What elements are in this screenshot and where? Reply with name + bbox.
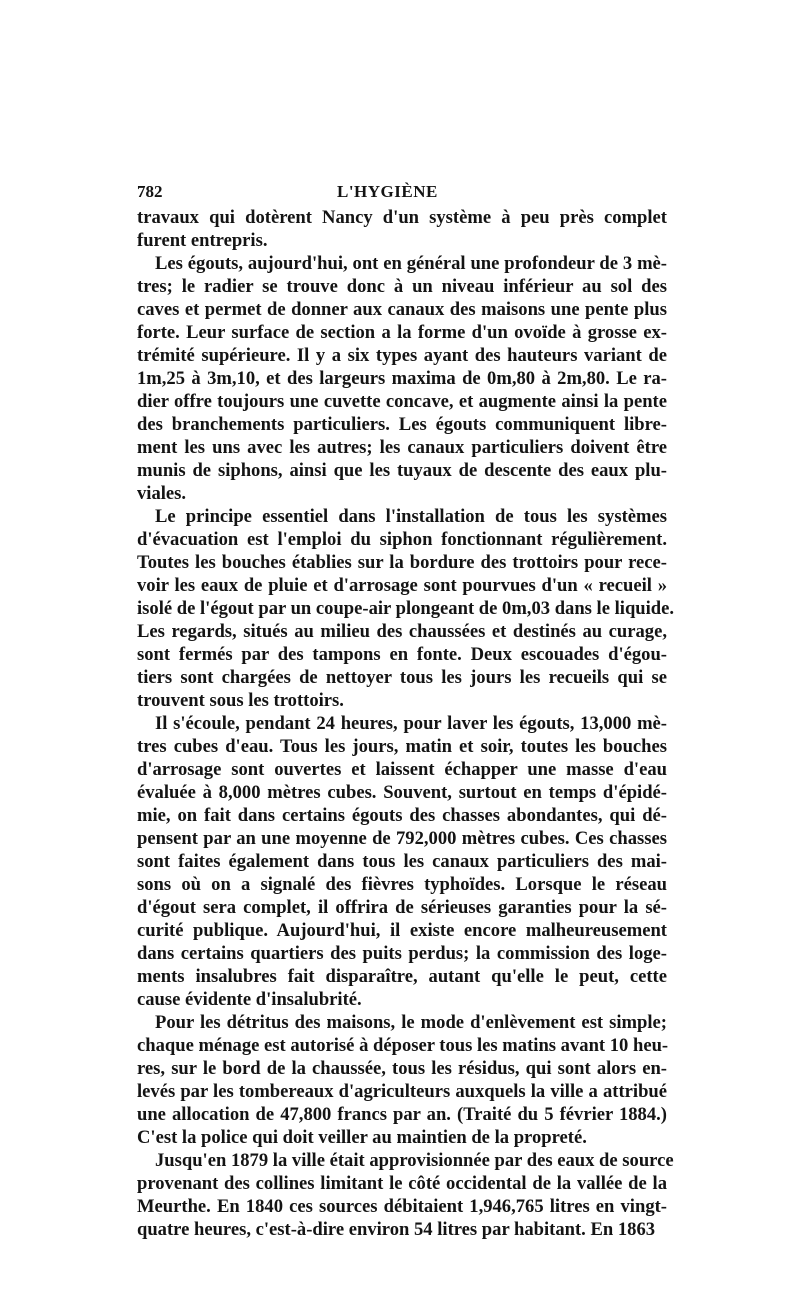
text-line: ment les uns avec les autres; les canaux particuliers doivent être: [137, 437, 667, 458]
text-line: viales.: [137, 483, 187, 504]
text-line: tres cubes d'eau. Tous les jours, matin et soir, toutes les bouches: [137, 736, 667, 757]
text-line: d'égout sera complet, il offrira de sérieuses garanties pour la sé-: [137, 897, 667, 918]
text-line: sons où on a signalé des fièvres typhoïdes. Lorsque le réseau: [137, 874, 667, 895]
text-line: voir les eaux de pluie et d'arrosage sont pourvues d'un « recueil »: [137, 575, 667, 596]
text-line: travaux qui dotèrent Nancy d'un système à peu près complet: [137, 207, 667, 228]
text-line: dier offre toujours une cuvette concave, et augmente ainsi la pente: [137, 391, 667, 412]
text-line: des branchements particuliers. Les égouts communiquent libre-: [137, 414, 667, 435]
text-line: isolé de l'égout par un coupe-air plongeant de 0m,03 dans le liquide.: [137, 598, 675, 619]
text-line: cause évidente d'insalubrité.: [137, 989, 362, 1010]
text-line: sont fermés par des tampons en fonte. Deux escouades d'égou-: [137, 644, 667, 665]
text-line: curité publique. Aujourd'hui, il existe encore malheureusement: [137, 920, 667, 941]
text-line: Les égouts, aujourd'hui, ont en général une profondeur de 3 mè-: [155, 253, 667, 274]
text-line: furent entrepris.: [137, 230, 268, 251]
paragraph: [137, 1011, 667, 1149]
text-line: ments insalubres fait disparaître, autant qu'elle le peut, cette: [137, 966, 667, 987]
text-line: levés par les tombereaux d'agriculteurs auxquels la ville a attribué: [137, 1081, 667, 1102]
paragraph: [137, 1149, 674, 1241]
text-line: caves et permet de donner aux canaux des maisons une pente plus: [137, 299, 667, 320]
text-line: Toutes les bouches établies sur la bordure des trottoirs pour rece-: [137, 552, 667, 573]
text-line: mie, on fait dans certains égouts des chasses abondantes, qui dé-: [137, 805, 667, 826]
text-line: Meurthe. En 1840 ces sources débitaient 1,946,765 litres en vingt-: [137, 1196, 667, 1217]
text-line: Pour les détritus des maisons, le mode d'enlèvement est simple;: [155, 1012, 667, 1033]
text-line: pensent par an une moyenne de 792,000 mètres cubes. Ces chasses: [137, 828, 667, 849]
body-text: [137, 206, 675, 1241]
paragraph: [137, 505, 675, 712]
text-line: Jusqu'en 1879 la ville était approvisionnée par des eaux de source: [155, 1150, 674, 1171]
text-line: tiers sont chargées de nettoyer tous les jours les recueils qui se: [137, 667, 667, 688]
text-line: dans certains quartiers des puits perdus; la commission des loge-: [137, 943, 667, 964]
book-page: [137, 170, 675, 1241]
text-line: trémité supérieure. Il y a six types ayant des hauteurs variant de: [137, 345, 667, 366]
text-line: Il s'écoule, pendant 24 heures, pour laver les égouts, 13,000 mè-: [155, 713, 667, 734]
text-line: d'arrosage sont ouvertes et laissent échapper une masse d'eau: [137, 759, 667, 780]
text-line: d'évacuation est l'emploi du siphon fonctionnant régulièrement.: [137, 529, 667, 550]
text-line: res, sur le bord de la chaussée, tous les résidus, qui sont alors en-: [137, 1058, 667, 1079]
text-line: sont faites également dans tous les canaux particuliers des mai-: [137, 851, 667, 872]
paragraph: [137, 252, 667, 505]
text-line: C'est la police qui doit veiller au maintien de la propreté.: [137, 1127, 587, 1148]
text-line: tres; le radier se trouve donc à un niveau inférieur au sol des: [137, 276, 667, 297]
text-line: Les regards, situés au milieu des chaussées et destinés au curage,: [137, 621, 667, 642]
text-line: munis de siphons, ainsi que les tuyaux de descente des eaux plu-: [137, 460, 667, 481]
text-line: forte. Leur surface de section a la forme d'un ovoïde à grosse ex-: [137, 322, 667, 343]
text-line: quatre heures, c'est-à-dire environ 54 litres par habitant. En 1863: [137, 1219, 656, 1240]
text-line: trouvent sous les trottoirs.: [137, 690, 344, 711]
page-number: 782: [137, 182, 163, 201]
text-line: 1m,25 à 3m,10, et des largeurs maxima de 0m,80 à 2m,80. Le ra-: [137, 368, 667, 389]
paragraph: [137, 206, 667, 252]
text-line: chaque ménage est autorisé à déposer tous les matins avant 10 heu-: [137, 1035, 669, 1056]
text-line: Le principe essentiel dans l'installation de tous les systèmes: [155, 506, 667, 527]
running-title: L'HYGIÈNE: [337, 182, 438, 201]
running-head: [137, 170, 667, 201]
paragraph: [137, 712, 667, 1011]
text-line: provenant des collines limitant le côté occidental de la vallée de la: [137, 1173, 667, 1194]
text-line: une allocation de 47,800 francs par an. (Traité du 5 février 1884.): [137, 1104, 667, 1125]
text-line: évaluée à 8,000 mètres cubes. Souvent, surtout en temps d'épidé-: [137, 782, 667, 803]
